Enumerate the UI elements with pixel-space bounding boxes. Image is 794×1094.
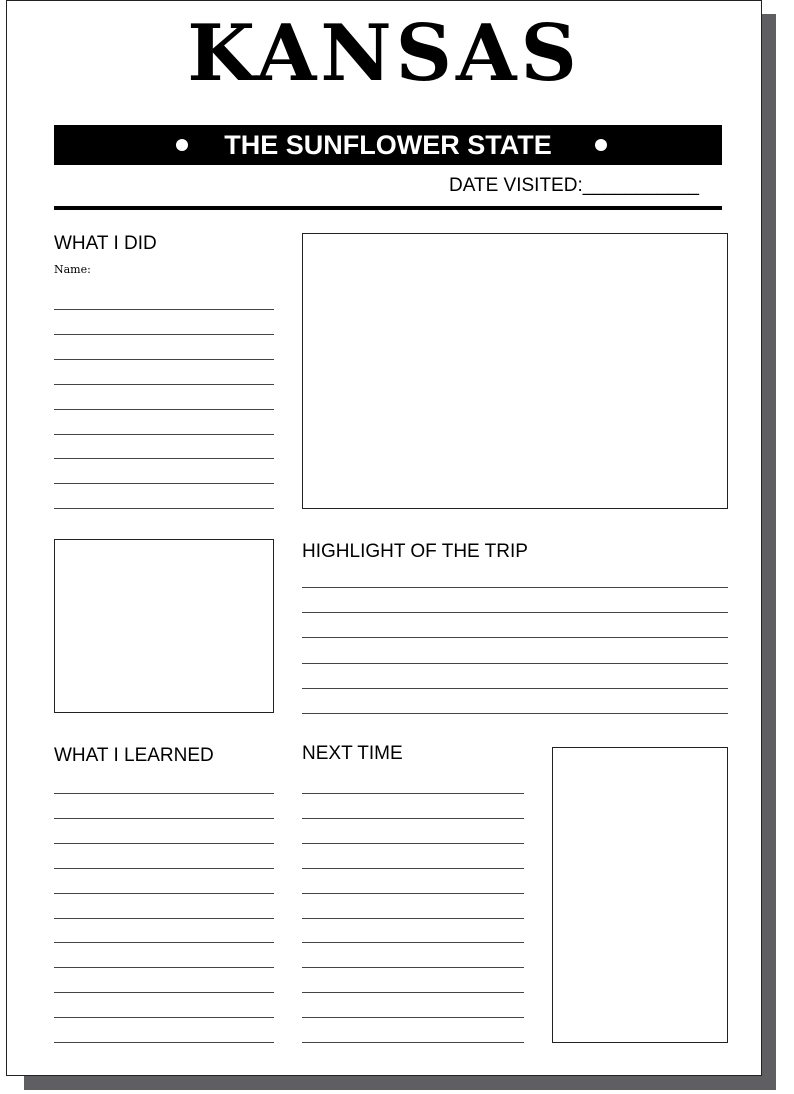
writing-line[interactable]: [302, 918, 524, 919]
writing-line[interactable]: [54, 483, 274, 484]
writing-line[interactable]: [54, 409, 274, 410]
photo-box-tall[interactable]: [552, 747, 728, 1043]
writing-line[interactable]: [54, 359, 274, 360]
writing-line[interactable]: [302, 818, 524, 819]
photo-box-main[interactable]: [302, 233, 728, 509]
writing-line[interactable]: [302, 992, 524, 993]
page-title: KANSAS: [187, 8, 581, 99]
writing-line[interactable]: [54, 992, 274, 993]
state-nickname: THE SUNFLOWER STATE: [224, 130, 552, 160]
writing-line[interactable]: [302, 637, 728, 638]
writing-line[interactable]: [302, 688, 728, 689]
writing-line[interactable]: [54, 334, 274, 335]
what-i-learned-heading: WHAT I LEARNED: [54, 745, 214, 766]
writing-line[interactable]: [54, 868, 274, 869]
writing-line[interactable]: [54, 434, 274, 435]
header-divider: [54, 206, 722, 210]
writing-line[interactable]: [302, 713, 728, 714]
writing-line[interactable]: [54, 793, 274, 794]
highlight-heading: HIGHLIGHT OF THE TRIP: [302, 541, 528, 562]
writing-line[interactable]: [54, 918, 274, 919]
writing-line[interactable]: [54, 818, 274, 819]
writing-line[interactable]: [302, 1042, 524, 1043]
writing-line[interactable]: [54, 893, 274, 894]
writing-line[interactable]: [302, 663, 728, 664]
writing-line[interactable]: [302, 587, 728, 588]
writing-line[interactable]: [302, 843, 524, 844]
bullet-icon: [595, 139, 607, 151]
writing-line[interactable]: [54, 458, 274, 459]
writing-line[interactable]: [54, 843, 274, 844]
writing-line[interactable]: [302, 893, 524, 894]
name-label: Name:: [54, 263, 91, 276]
writing-line[interactable]: [302, 793, 524, 794]
writing-line[interactable]: [302, 1017, 524, 1018]
writing-line[interactable]: [302, 612, 728, 613]
writing-line[interactable]: [302, 942, 524, 943]
writing-line[interactable]: [54, 309, 274, 310]
date-visited-field[interactable]: DATE VISITED:___________: [449, 175, 699, 196]
next-time-heading: NEXT TIME: [302, 743, 403, 764]
writing-line[interactable]: [54, 1042, 274, 1043]
writing-line[interactable]: [54, 384, 274, 385]
writing-line[interactable]: [54, 942, 274, 943]
what-i-did-heading: WHAT I DID: [54, 233, 157, 254]
writing-line[interactable]: [54, 967, 274, 968]
writing-line[interactable]: [54, 508, 274, 509]
writing-line[interactable]: [302, 967, 524, 968]
writing-line[interactable]: [54, 1017, 274, 1018]
photo-box-small[interactable]: [54, 539, 274, 713]
journal-page: [6, 0, 762, 1076]
state-banner: [54, 125, 722, 165]
writing-line[interactable]: [302, 868, 524, 869]
